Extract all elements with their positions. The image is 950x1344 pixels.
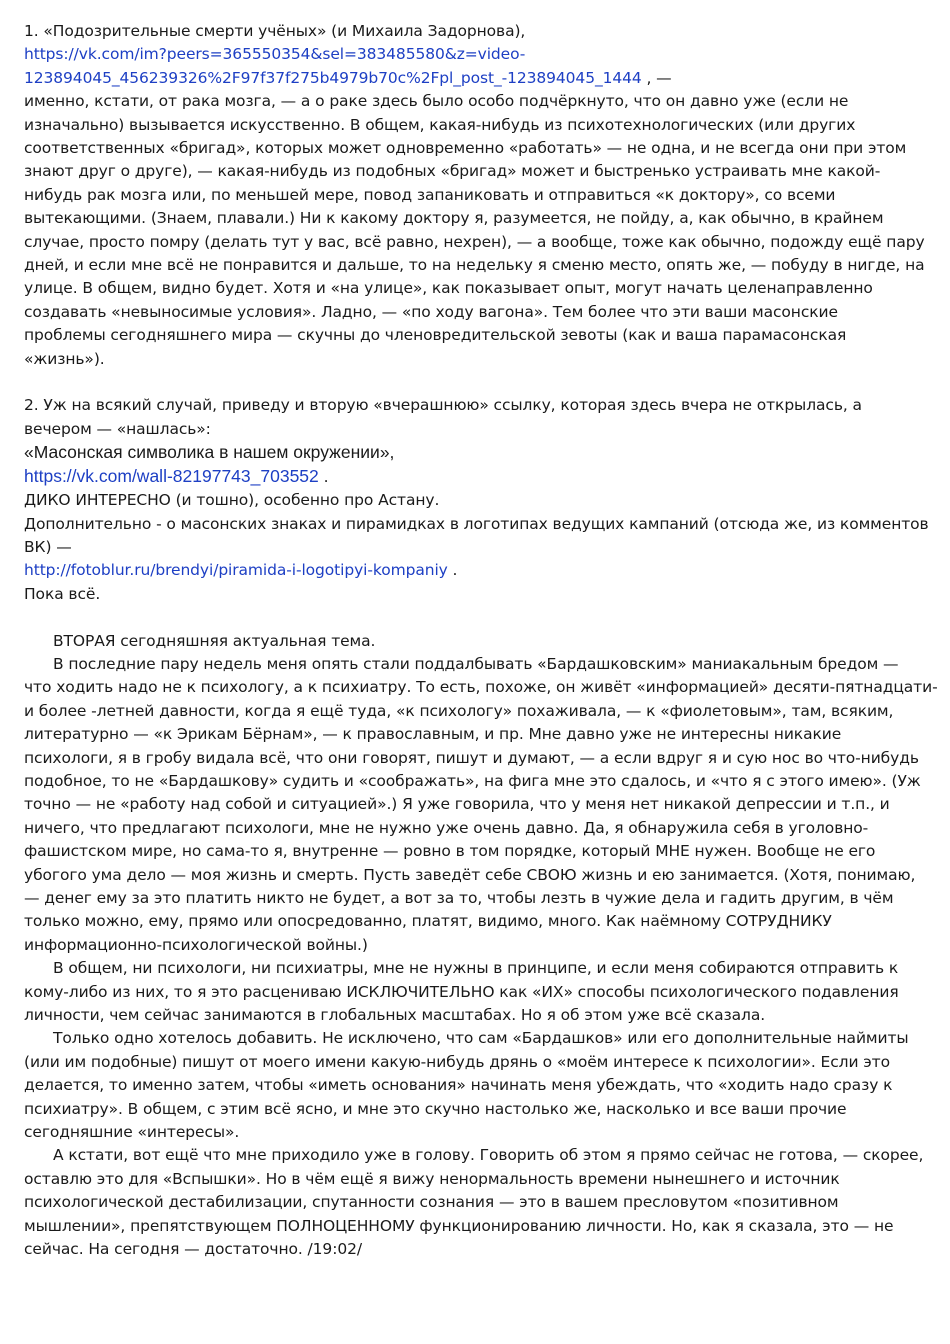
paragraph-1 <box>24 653 938 957</box>
text-line: подобное, то не «Бардашкову» судить и «соображать», на фига мне это сдалось, и «что я с этого имею». (Уж <box>24 771 921 790</box>
text-line: информационно-психологической войны.) <box>24 935 368 954</box>
text-line: фашистском мире, но сама-то я, внутренне — ровно в том порядке, который МНЕ нужен. Вообще не его <box>24 842 876 861</box>
text-line: сейчас. На сегодня — достаточно. /19:02/ <box>24 1240 362 1259</box>
item-2-intro-line: 2. Уж на всякий случай, приведу и вторую «вчерашнюю» ссылку, которая здесь вчера не открылась, а <box>24 396 862 415</box>
item-2-note: ДИКО ИНТЕРЕСНО (и тошно), особенно про Астану. <box>24 491 440 510</box>
text-line: — денег ему за это платить никто не будет, а вот за то, чтобы лезть в чужие дела и гадить другим, в чём <box>24 889 894 907</box>
article-title: «Масонская символика в нашем окружении», <box>24 442 395 463</box>
text-line: именно, кстати, от рака мозга, — а о раке здесь было особо подчёркнуто, что он давно уже (если не <box>24 92 849 111</box>
second-topic <box>24 630 938 1262</box>
fotoblur-link-trailer: . <box>447 561 458 580</box>
text-line: личности, чем сейчас занимаются в глобальных масштабах. Но я об этом уже всё сказала. <box>24 1006 766 1025</box>
item-1-heading: 1. «Подозрительные смерти учёных» (и Михаила Задорнова), <box>24 22 526 40</box>
item-2-extra-line: Дополнительно - о масонских знаках и пирамидках в логотипах ведущих кампаний (отсюда же, из комментов <box>24 514 929 533</box>
text-line: «жизнь»). <box>24 349 105 368</box>
text-line: что ходить надо не к психологу, а к психиатру. То есть, похоже, он живёт «информацией» десяти-пятнадцати- <box>24 678 938 697</box>
text-line: кому-либо из них, то я это расцениваю ИСКЛЮЧИТЕЛЬНО как «ИХ» способы психологического подавления <box>24 982 899 1001</box>
text-line: оставлю это для «Вспышки». Но в чём ещё я вижу ненормальность времени нынешнего и источник <box>24 1169 840 1188</box>
video-link-line-2[interactable]: 123894045_456239326%2F97f37f275b4979b70c%2Fpl_post_-123894045_1444 <box>24 68 642 87</box>
text-line: сегодняшние «интересы». <box>24 1123 240 1142</box>
text-line: Только одно хотелось добавить. Не исключено, что сам «Бардашков» или его дополнительные наймиты <box>53 1029 909 1048</box>
text-line: психиатру». В общем, с этим всё ясно, и мне это скучно настолько же, насколько и все ваши прочие <box>24 1099 847 1118</box>
text-line: соответственных «бригад», которых может одновременно «работать» — не одна, и не всегда они при этом <box>24 139 907 158</box>
item-2-intro-line: вечером — «нашлась»: <box>24 419 211 438</box>
text-line: точно — не «работу над собой и ситуацией».) Я уже говорила, что у меня нет никакой депрессии и т.п., и <box>24 795 890 814</box>
text-line: литературно — «к Эрикам Бёрнам», — к православным, и пр. Мне давно уже не интересны никакие <box>24 725 842 744</box>
text-line: проблемы сегодняшнего мира — скучны до членовредительской зевоты (как и ваша парамасонская <box>24 326 847 345</box>
text-line: психологи, я в гробу видала всё, что они говорят, пишут и думают, — а если вдруг я и сую нос во что-нибудь <box>24 748 919 767</box>
text-line: В общем, ни психологи, ни психиатры, мне не нужны в принципе, и если меня собираются отправить к <box>53 959 899 978</box>
text-line: делается, то именно затем, чтобы «иметь основания» начинать меня убеждать, что «ходить надо сразу к <box>24 1076 893 1095</box>
fotoblur-link[interactable]: http://fotoblur.ru/brendyi/piramida-i-logotipyi-kompaniy <box>24 561 448 580</box>
second-topic-heading: ВТОРАЯ сегодняшняя актуальная тема. <box>53 631 376 650</box>
text-line: ничего, что предлагают психологи, мне не нужно уже очень давно. Да, я обнаружила себя в уголовно- <box>24 818 869 837</box>
item-1-body <box>24 90 930 371</box>
text-line: случае, просто помру (делать тут у вас, всё равно, нехрен), — а вообще, тоже как обычно, подожду ещё пару <box>24 232 925 251</box>
text-line: дней, и если мне всё не понравится и дальше, то на недельку я сменю место, опять же, — побуду в нигде, на <box>24 256 925 275</box>
paragraph-3 <box>24 1027 930 1144</box>
paragraph-4 <box>24 1144 930 1261</box>
text-line: вытекающими. (Знаем, плавали.) Ни к какому доктору я, разумеется, не пойду, а, как обычно, в крайнем <box>24 209 884 228</box>
video-link-trailer: , — <box>641 68 672 87</box>
video-link-line-1[interactable]: https://vk.com/im?peers=365550354&sel=383485580&z=video- <box>24 45 526 64</box>
text-line: мышлении», препятствующем ПОЛНОЦЕННОМУ функционированию личности. Но, как я сказала, это — не <box>24 1216 894 1235</box>
text-line: изначально) вызывается искусственно. В общем, какая-нибудь из психотехнологических (или других <box>24 115 856 134</box>
paragraph-2 <box>24 957 930 1027</box>
text-line: нибудь рак мозга или, по меньшей мере, повод запаниковать и отправиться «к доктору», со всеми <box>24 185 836 204</box>
text-line: психологической дестабилизации, спутанности сознания — это в вашем пресловутом «позитивном <box>24 1193 839 1212</box>
text-line: (или им подобные) пишут от моего имени какую-нибудь дрянь о «моём интересе к психологии». Если это <box>24 1052 890 1071</box>
text-line: только можно, ему, прямо или опосредованно, платят, видимо, много. Как наёмному СОТРУДНИКУ <box>24 912 832 931</box>
text-line: и более -летней давности, когда я ещё туда, «к психологу» похаживала, — к «фиолетовым», там, всяким, <box>24 701 894 720</box>
text-line: улице. В общем, видно будет. Хотя и «на улице», как показывает опыт, могут начать целенаправленно <box>24 279 873 298</box>
item-2-extra-line: ВК) — <box>24 537 72 556</box>
text-line: В последние пару недель меня опять стали поддалбывать «Бардашковским» маниакальным бредом — <box>53 654 899 673</box>
item-2-closing: Пока всё. <box>24 584 101 603</box>
document-page <box>24 20 938 1262</box>
text-line: создавать «невыносимые условия». Ладно, — «по ходу вагона». Тем более что эти ваши масонские <box>24 302 838 321</box>
wall-link[interactable]: https://vk.com/wall-82197743_703552 <box>24 465 319 486</box>
item-1 <box>24 20 930 371</box>
item-2 <box>24 394 930 606</box>
text-line: знают друг о друге), — какая-нибудь из подобных «бригад» может и быстренько устраивать мне какой- <box>24 162 881 181</box>
wall-link-trailer: . <box>318 467 329 486</box>
text-line: убогого ума дело — моя жизнь и смерть. Пусть заведёт себе СВОЮ жизнь и ею занимается. (Хотя, понимаю, <box>24 865 916 884</box>
text-line: А кстати, вот ещё что мне приходило уже в голову. Говорить об этом я прямо сейчас не готова, — скорее, <box>53 1146 924 1165</box>
